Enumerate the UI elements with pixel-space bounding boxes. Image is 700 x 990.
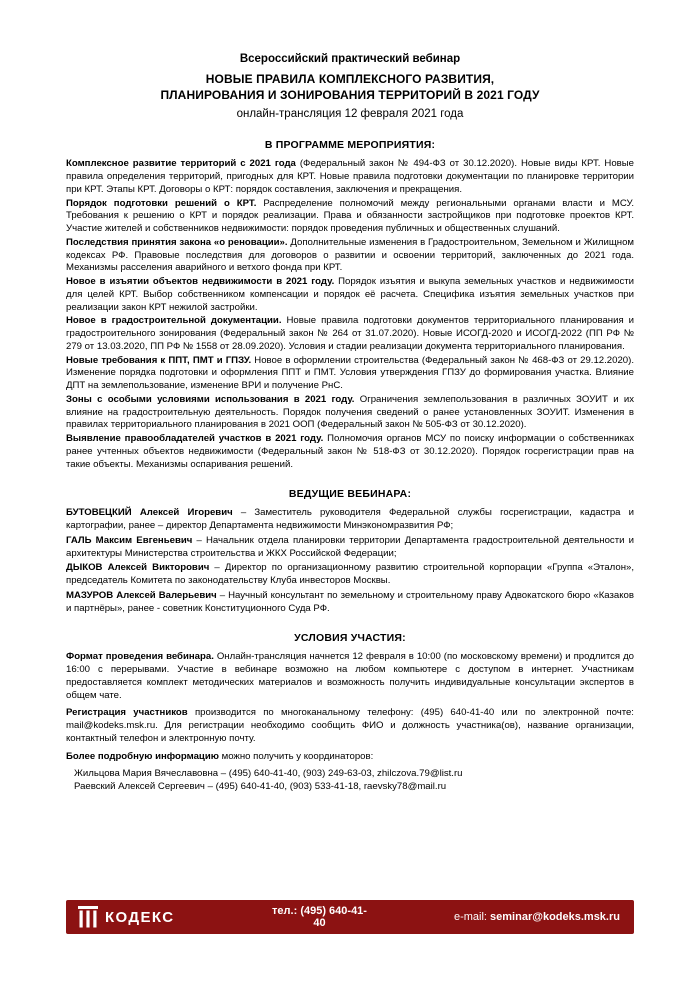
speaker-name: ГАЛЬ Максим Евгеньевич xyxy=(66,534,193,546)
speaker-item xyxy=(66,562,634,588)
program-item-lead: Зоны с особыми условиями использования в 2021 году. xyxy=(66,393,355,405)
terms-item xyxy=(66,707,634,745)
speaker-name: БУТОВЕЦКИЙ Алексей Игоревич xyxy=(66,507,233,519)
terms-item-lead: Более подробную информацию xyxy=(66,750,219,762)
program-item-text: Новые правила подготовки документов территориального планирования и градостроительного зонирования (Федеральный закон № 264 от 31.07.2020). Новые ИСОГД-2020 и ИСОГД-2022 (ПП РФ № 279 от 13.03.2020, ПП РФ № 1558 от 28.09.2020). Условия и стадии реализации документа территориального планирования. xyxy=(66,315,634,352)
program-item-text: (Федеральный закон № 494-ФЗ от 30.12.2020). Новые виды КРТ. Новые правила определения территорий, пригодных для КРТ. Новые правила подготовки документации по планировке территории при КРТ. Этапы КРТ. Договоры о КРТ: порядок составления, заключения и прекращения. xyxy=(66,158,634,195)
program-item-lead: Порядок подготовки решений о КРТ. xyxy=(66,197,257,209)
speaker-description: – Заместитель руководителя Федеральной службы госрегистрации, кадастра и картографии, ранее – директор Департамента недвижимости Минэкономразвития РФ; xyxy=(66,507,635,532)
footer-email-value: seminar@kodeks.msk.ru xyxy=(490,911,620,923)
header-subtitle: онлайн-трансляция 12 февраля 2021 года xyxy=(236,107,464,120)
program-item-lead: Комплексное развитие территорий с 2021 года xyxy=(66,158,296,170)
program-item-text: Новое в оформлении строительства (Федеральный закон № 468-ФЗ от 29.12.2020). Изменение порядка подготовки и оформления ППТ и ПМТ. Условия утверждения ГПЗУ до формирования участка. Влияние ДПТ на землепользование, изменение ВРИ и получение РнС. xyxy=(66,354,635,392)
speaker-item xyxy=(66,507,634,533)
program-item xyxy=(66,276,634,314)
terms-section xyxy=(66,651,634,794)
program-item-lead: Выявление правообладателей участков в 2021 году. xyxy=(66,433,324,445)
terms-item xyxy=(66,651,634,702)
terms-item-text: можно получить у координаторов: xyxy=(218,750,374,762)
program-item-text: Дополнительные изменения в Градостроительном, Земельном и Жилищном кодексах РФ. Правовые последствия для договоров о развитии и освоении территорий, заключенных до 2021 года. Механизмы расселения аварийного и ветхого фонда при КРТ. xyxy=(66,236,635,274)
terms-item-lead: Регистрация участников xyxy=(66,707,188,719)
header-line-1: Всероссийский практический вебинар xyxy=(239,53,461,65)
header-title-line-1: НОВЫЕ ПРАВИЛА КОМПЛЕКСНОГО РАЗВИТИЯ, xyxy=(205,71,495,86)
speaker-item xyxy=(66,535,634,561)
speaker-name: ДЫКОВ Алексей Викторович xyxy=(66,562,210,574)
program-item-lead: Новое в изъятии объектов недвижимости в 2021 году. xyxy=(66,276,335,288)
program-section xyxy=(66,158,634,471)
document-header xyxy=(66,52,634,122)
terms-item-lead: Формат проведения вебинара. xyxy=(66,651,214,663)
footer-bar xyxy=(66,900,634,934)
speaker-name: МАЗУРОВ Алексей Валерьевич xyxy=(66,589,217,601)
footer-phone-value: (495) 640-41-40 xyxy=(300,905,367,929)
program-item-text: Порядок изъятия и выкупа земельных участков и недвижимости для целей КРТ. Выбор собственником компенсации и порядок её расчета. Специфика изъятия земельных участков при реализации закон КРТ нежилой застройки. xyxy=(66,276,634,313)
speaker-item xyxy=(66,590,634,616)
kodeks-logo-icon xyxy=(78,906,98,928)
coordinator-line: Раевский Алексей Сергеевич – (495) 640-41-40, (903) 533-41-18, raevsky78@mail.ru xyxy=(74,781,447,793)
header-title-line-2: ПЛАНИРОВАНИЯ И ЗОНИРОВАНИЯ ТЕРРИТОРИЙ В 2021 ГОДУ xyxy=(160,87,540,102)
footer-email-label: e-mail: xyxy=(453,911,487,923)
program-item-text: Ограничения землепользования в различных ЗОУИТ и их влияние на градостроительную деятельность. Порядок получения сведений о ранее установленных ЗОУИТ. Изменения в правилах территориального планирования в 2021 ООП (Федеральный закон № 505-ФЗ от 30.12.2020). xyxy=(66,393,634,431)
brand-logo xyxy=(66,906,266,928)
program-item-lead: Последствия принятия закона «о реновации». xyxy=(66,236,288,248)
terms-item xyxy=(66,751,634,764)
terms-item-text: Онлайн-трансляция начнется 12 февраля в 10:00 (по московскому времени) и продлится до 16:00 с перерывами. Участие в вебинаре возможно на любом компьютере с доступом в интернет. Участникам предоставляется комплект методических материалов и возможность получить индивидуальные консультации экспертов в общем чате. xyxy=(66,651,634,701)
program-item xyxy=(66,355,634,393)
speaker-description: – Директор по организационному развитию строительной корпорации «Группа «Эталон», председатель Комитета по законодательству Клуба инвесторов Москвы. xyxy=(66,562,634,587)
program-item xyxy=(66,315,634,353)
brand-name: КОДЕКС xyxy=(105,908,175,926)
speakers-section-title: ВЕДУЩИЕ ВЕБИНАРА: xyxy=(288,488,412,501)
program-item xyxy=(66,394,634,432)
speakers-section xyxy=(66,507,634,615)
program-item xyxy=(66,433,634,471)
coordinator-line: Жильцова Мария Вячеславовна – (495) 640-41-40, (903) 249-63-03, zhilczova.79@list.ru xyxy=(74,768,463,780)
program-item-text: Полномочия органов МСУ по поиску информации о собственниках ранее учтенных объектов недвижимости (Федеральный закон № 518-ФЗ от 30.12.2020). Порядок госрегистрации прав на такие объекты. Механизмы оспаривания решений. xyxy=(66,433,634,470)
footer-phone xyxy=(266,905,399,929)
footer-phone-label: тел.: xyxy=(272,905,298,917)
program-section-title: В ПРОГРАММЕ МЕРОПРИЯТИЯ: xyxy=(264,139,436,152)
footer-email xyxy=(399,911,634,923)
program-item-text: Распределение полномочий между региональными органами власти и МСУ. Требования к решению о КРТ и порядок реализации. Права и обязанности застройщиков при подготовке проектов КРТ. Участие жителей и собственников недвижимости: порядок проведения публичных и общественных слушаний. xyxy=(66,197,634,235)
program-item xyxy=(66,237,634,275)
program-item xyxy=(66,198,634,236)
terms-section-title: УСЛОВИЯ УЧАСТИЯ: xyxy=(294,632,406,645)
speaker-description: – Научный консультант по земельному и строительному праву Адвокатского бюро «Казаков и партнёры», ранее - советник Конституционного Суда РФ. xyxy=(66,589,634,614)
speaker-description: – Начальник отдела планировки территории Департамента градостроительной деятельности и архитектуры Министерства строительства и ЖКХ Российской Федерации; xyxy=(66,534,634,559)
program-item-lead: Новые требования к ППТ, ПМТ и ГПЗУ. xyxy=(66,354,252,366)
program-item-lead: Новое в градостроительной документации. xyxy=(66,315,282,327)
program-item xyxy=(66,158,634,196)
terms-item-text: производится по многоканальному телефону: (495) 640-41-40 или по электронной почте: mail@kodeks.msk.ru. Для регистрации необходимо сообщить ФИО и должность участника(ов), название организации, контактный телефон и электронную почту. xyxy=(66,707,634,744)
